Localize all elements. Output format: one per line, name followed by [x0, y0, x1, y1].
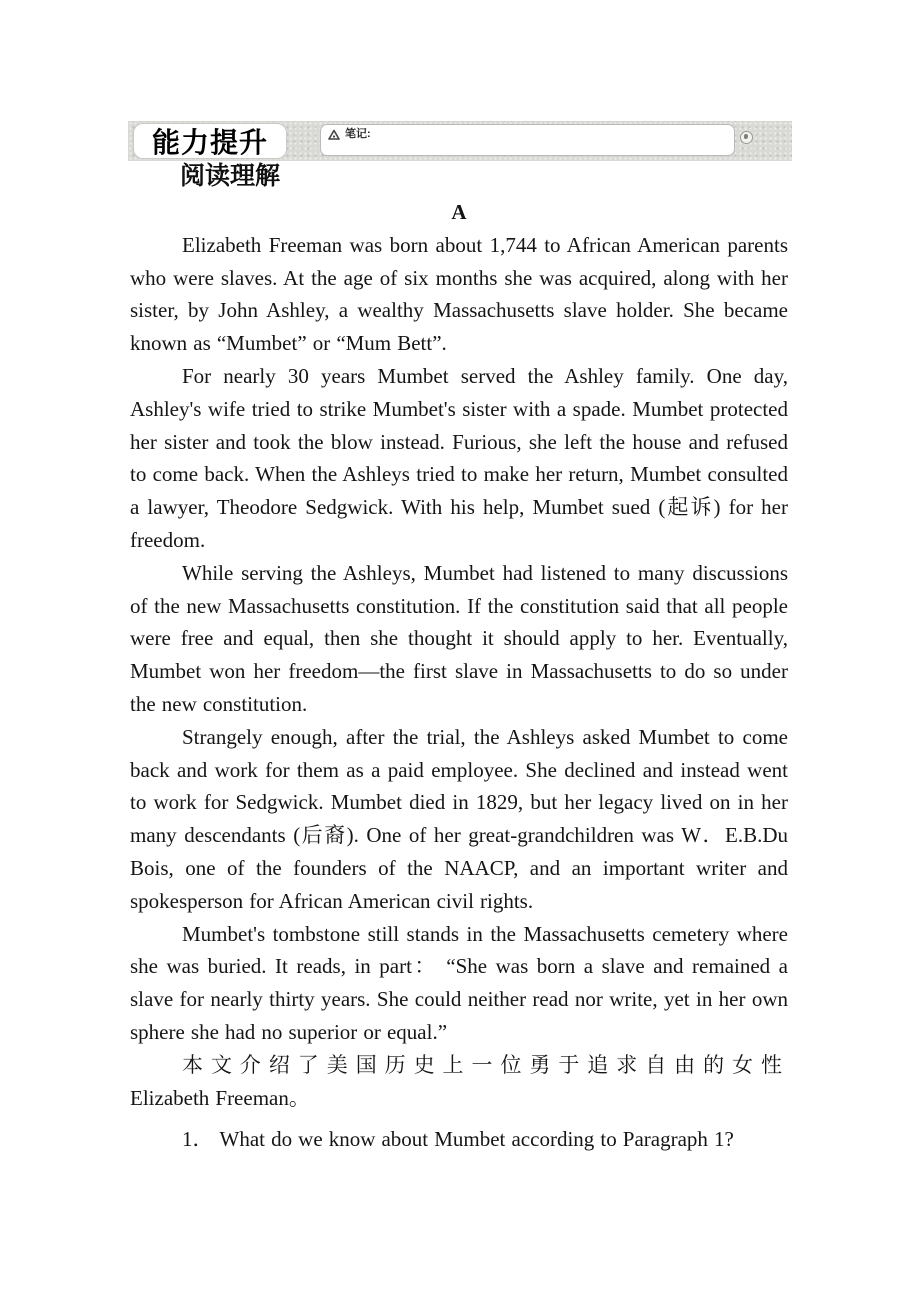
passage-paragraph-3: While serving the Ashleys, Mumbet had listened to many discussions of the new Massachusetts constitution. If the constitution said that all people were free and equal, then she thought it should apply to her. Eventually, Mumbet won her freedom—the first slave in Massachusetts to do so under the new constitution. — [130, 560, 788, 716]
notes-label: 笔记: — [345, 128, 371, 140]
question-number: 1． — [182, 1127, 214, 1152]
ability-improvement-badge — [133, 123, 287, 159]
summary-english-text: Elizabeth Freeman。 — [130, 1085, 310, 1110]
passage-paragraph-1: Elizabeth Freeman was born about 1,744 to African American parents who were slaves. At the age of six months she was acquired, along with her sister, by John Ashley, a wealthy Massachusetts slave holder. She became known as “Mumbet” or “Mum Bett”. — [130, 232, 788, 356]
summary-chinese-text: 本文介绍了美国历史上一位勇于追求自由的女性 — [182, 1052, 788, 1077]
passage-paragraph-2: For nearly 30 years Mumbet served the Ashley family. One day, Ashley's wife tried to strike Mumbet's sister with a spade. Mumbet protected her sister and took the blow instead. Furious, she left the house and refused to come back. When the Ashleys tried to make her return, Mumbet consulted a lawyer, Theodore Sedgwick. With his help, Mumbet sued (起诉) for her freedom. — [130, 363, 788, 552]
passage-heading: A — [451, 200, 467, 224]
section-title: 阅读理解 — [180, 162, 281, 190]
passage — [130, 196, 788, 1156]
passage-paragraph-5: Mumbet's tombstone still stands in the Massachusetts cemetery where she was buried. It reads, in part： “She was born a slave and remained a slave for nearly thirty years. She could neither read nor write, yet in her own sphere she had no superior or equal.” — [130, 921, 788, 1044]
note-icon — [328, 129, 340, 141]
passage-summary — [130, 1049, 788, 1115]
notes-field[interactable] — [320, 124, 735, 156]
passage-paragraph-4: Strangely enough, after the trial, the Ashleys asked Mumbet to come back and work for them as a paid employee. She declined and instead went to work for Sedgwick. Mumbet died in 1829, but her legacy lived on in her many descendants (后裔). One of her great-grandchildren was W．E.B.Du Bois, one of the founders of the NAACP, and an important writer and spokesperson for African American civil rights. — [130, 724, 788, 913]
header-banner — [128, 121, 792, 161]
pin-icon — [740, 131, 753, 144]
question-text: What do we know about Mumbet according to Paragraph 1? — [219, 1127, 734, 1152]
badge-label: 能力提升 — [151, 127, 268, 158]
question-1 — [130, 1123, 788, 1156]
